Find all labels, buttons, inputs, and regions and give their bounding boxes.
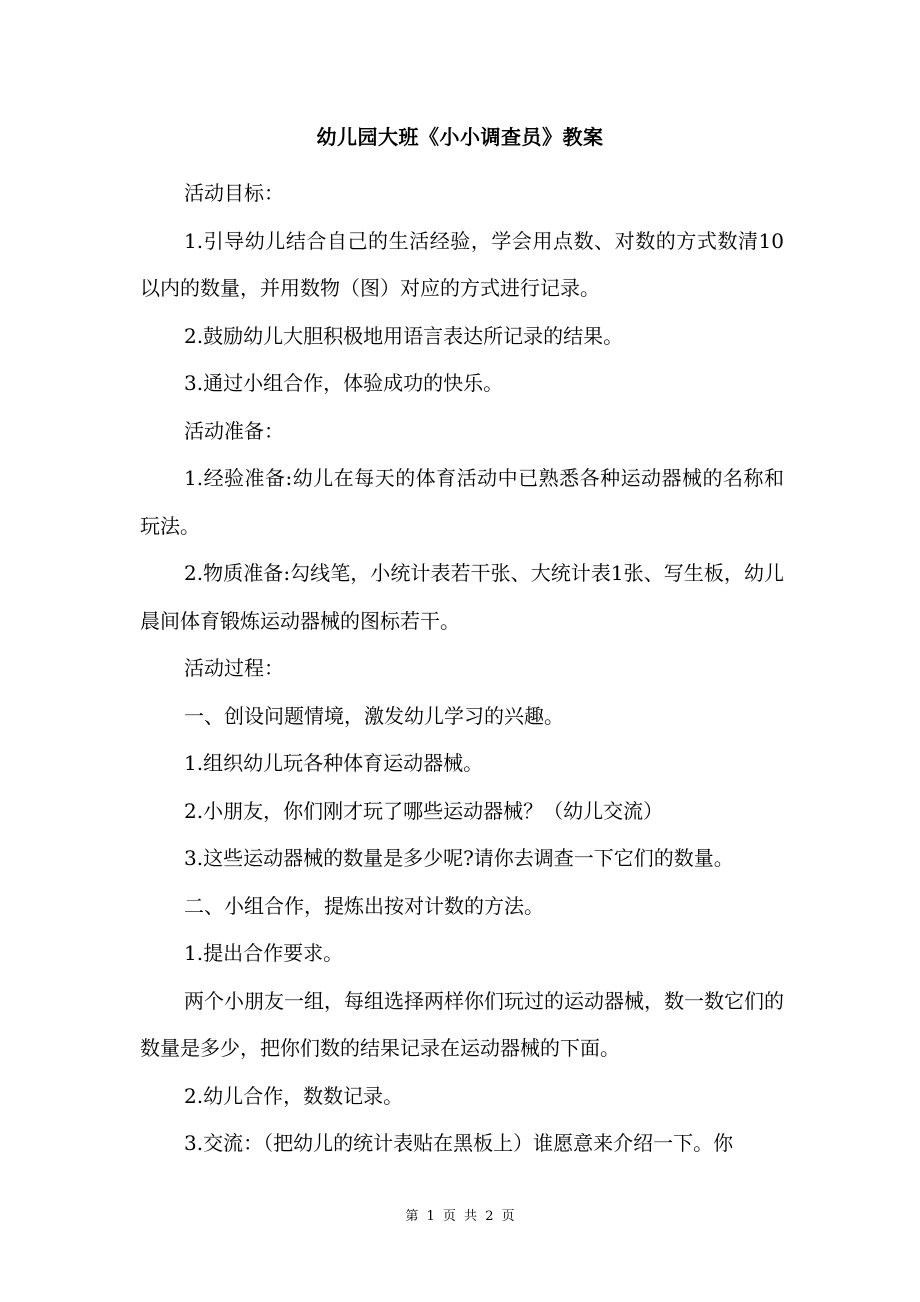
- paragraph: 2.鼓励幼儿大胆积极地用语言表达所记录的结果。: [184, 323, 624, 348]
- paragraph: 二、小组合作，提炼出按对计数的方法。: [184, 893, 544, 918]
- page-footer: 第 1 页 共 2 页: [405, 1209, 515, 1224]
- paragraph: 1.组织幼儿玩各种体育运动器械。: [184, 751, 484, 775]
- section-heading-goals: 活动目标：: [184, 181, 284, 205]
- paragraph: 一、创设问题情境，激发幼儿学习的兴趣。: [184, 703, 564, 728]
- paragraph: 1.引导幼儿结合自己的生活经验，学会用点数、对数的方式数清10以内的数量，并用数物（图）对应的方式进行记录。: [140, 228, 784, 300]
- section-heading-preparation: 活动准备：: [184, 418, 284, 443]
- paragraph: 1.经验准备:幼儿在每天的体育活动中已熟悉各种运动器械的名称和玩法。: [140, 466, 784, 538]
- paragraph: 3.这些运动器械的数量是多少呢?请你去调查一下它们的数量。: [184, 846, 734, 870]
- paragraph: 两个小朋友一组，每组选择两样你们玩过的运动器械，数一数它们的数量是多少，把你们数的结果记录在运动器械的下面。: [140, 988, 784, 1060]
- paragraph: 3.通过小组合作，体验成功的快乐。: [184, 371, 504, 395]
- section-heading-process: 活动过程：: [184, 656, 284, 680]
- paragraph: 2.物质准备:勾线笔，小统计表若干张、大统计表1张、写生板，幼儿晨间体育锻炼运动器械的图标若干。: [140, 561, 784, 633]
- paragraph: 3.交流：（把幼儿的统计表贴在黑板上）谁愿意来介绍一下。你: [184, 1131, 734, 1155]
- document-body: [140, 170, 784, 1168]
- paragraph: 2.幼儿合作，数数记录。: [184, 1083, 404, 1108]
- document-title: 幼儿园大班《小小调查员》教案: [316, 125, 604, 149]
- paragraph: 1.提出合作要求。: [184, 941, 344, 965]
- paragraph: 2.小朋友，你们刚才玩了哪些运动器械？（幼儿交流）: [184, 798, 664, 823]
